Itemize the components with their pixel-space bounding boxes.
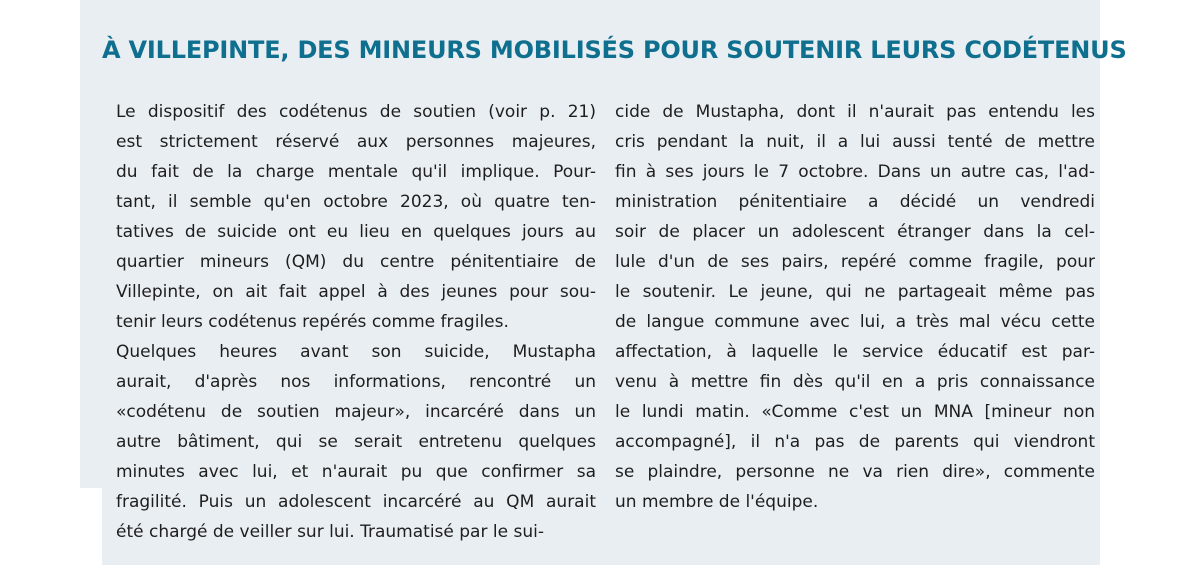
text-line: tenir leurs codétenus repérés comme fragiles. [116,312,509,332]
text-line: minutes avec lui, et n'aurait pu que confirmer sa [116,462,596,482]
text-line: été chargé de veiller sur lui. Traumatisé par le sui- [116,522,544,542]
text-line: le soutenir. Le jeune, qui ne partageait même pas [615,282,1095,302]
text-line: cide de Mustapha, dont il n'aurait pas entendu les [615,102,1095,122]
text-line: venu à mettre fin dès qu'il en a pris connaissance [615,372,1095,392]
left-text-column [116,97,596,547]
text-line: «codétenu de soutien majeur», incarcéré dans un [116,402,596,422]
text-line: se plaindre, personne ne va rien dire», commente [615,462,1095,482]
text-line: autre bâtiment, qui se serait entretenu quelques [116,432,596,452]
text-line: Quelques heures avant son suicide, Mustapha [116,342,596,362]
text-line: aurait, d'après nos informations, rencontré un [116,372,596,392]
text-line: un membre de l'équipe. [615,492,819,512]
text-line: cris pendant la nuit, il a lui aussi tenté de mettre [615,132,1095,152]
text-line: de langue commune avec lui, a très mal vécu cette [615,312,1095,332]
text-line: Villepinte, on ait fait appel à des jeunes pour sou- [116,282,596,302]
text-line: accompagné], il n'a pas de parents qui viendront [615,432,1095,452]
text-line: du fait de la charge mentale qu'il implique. Pour- [116,162,596,182]
text-line: fin à ses jours le 7 octobre. Dans un autre cas, l'ad- [615,162,1095,182]
text-line: le lundi matin. «Comme c'est un MNA [mineur non [615,402,1095,422]
text-line: affectation, à laquelle le service éducatif est par- [615,342,1095,362]
article-title: À VILLEPINTE, DES MINEURS MOBILISÉS POUR SOUTENIR LEURS CODÉTENUS [102,36,1127,64]
text-line: tatives de suicide ont eu lieu en quelques jours au [116,222,596,242]
text-line: quartier mineurs (QM) du centre pénitentiaire de [116,252,596,272]
text-line: ministration pénitentiaire a décidé un vendredi [615,192,1095,212]
text-line: lule d'un de ses pairs, repéré comme fragile, pour [615,252,1095,272]
text-line: est strictement réservé aux personnes majeures, [116,132,596,152]
text-line: soir de placer un adolescent étranger dans la cel- [615,222,1095,242]
text-line: tant, il semble qu'en octobre 2023, où quatre ten- [116,192,596,212]
right-text-column [615,97,1095,517]
text-line: fragilité. Puis un adolescent incarcéré au QM aurait [116,492,596,512]
text-line: Le dispositif des codétenus de soutien (voir p. 21) [116,102,596,122]
